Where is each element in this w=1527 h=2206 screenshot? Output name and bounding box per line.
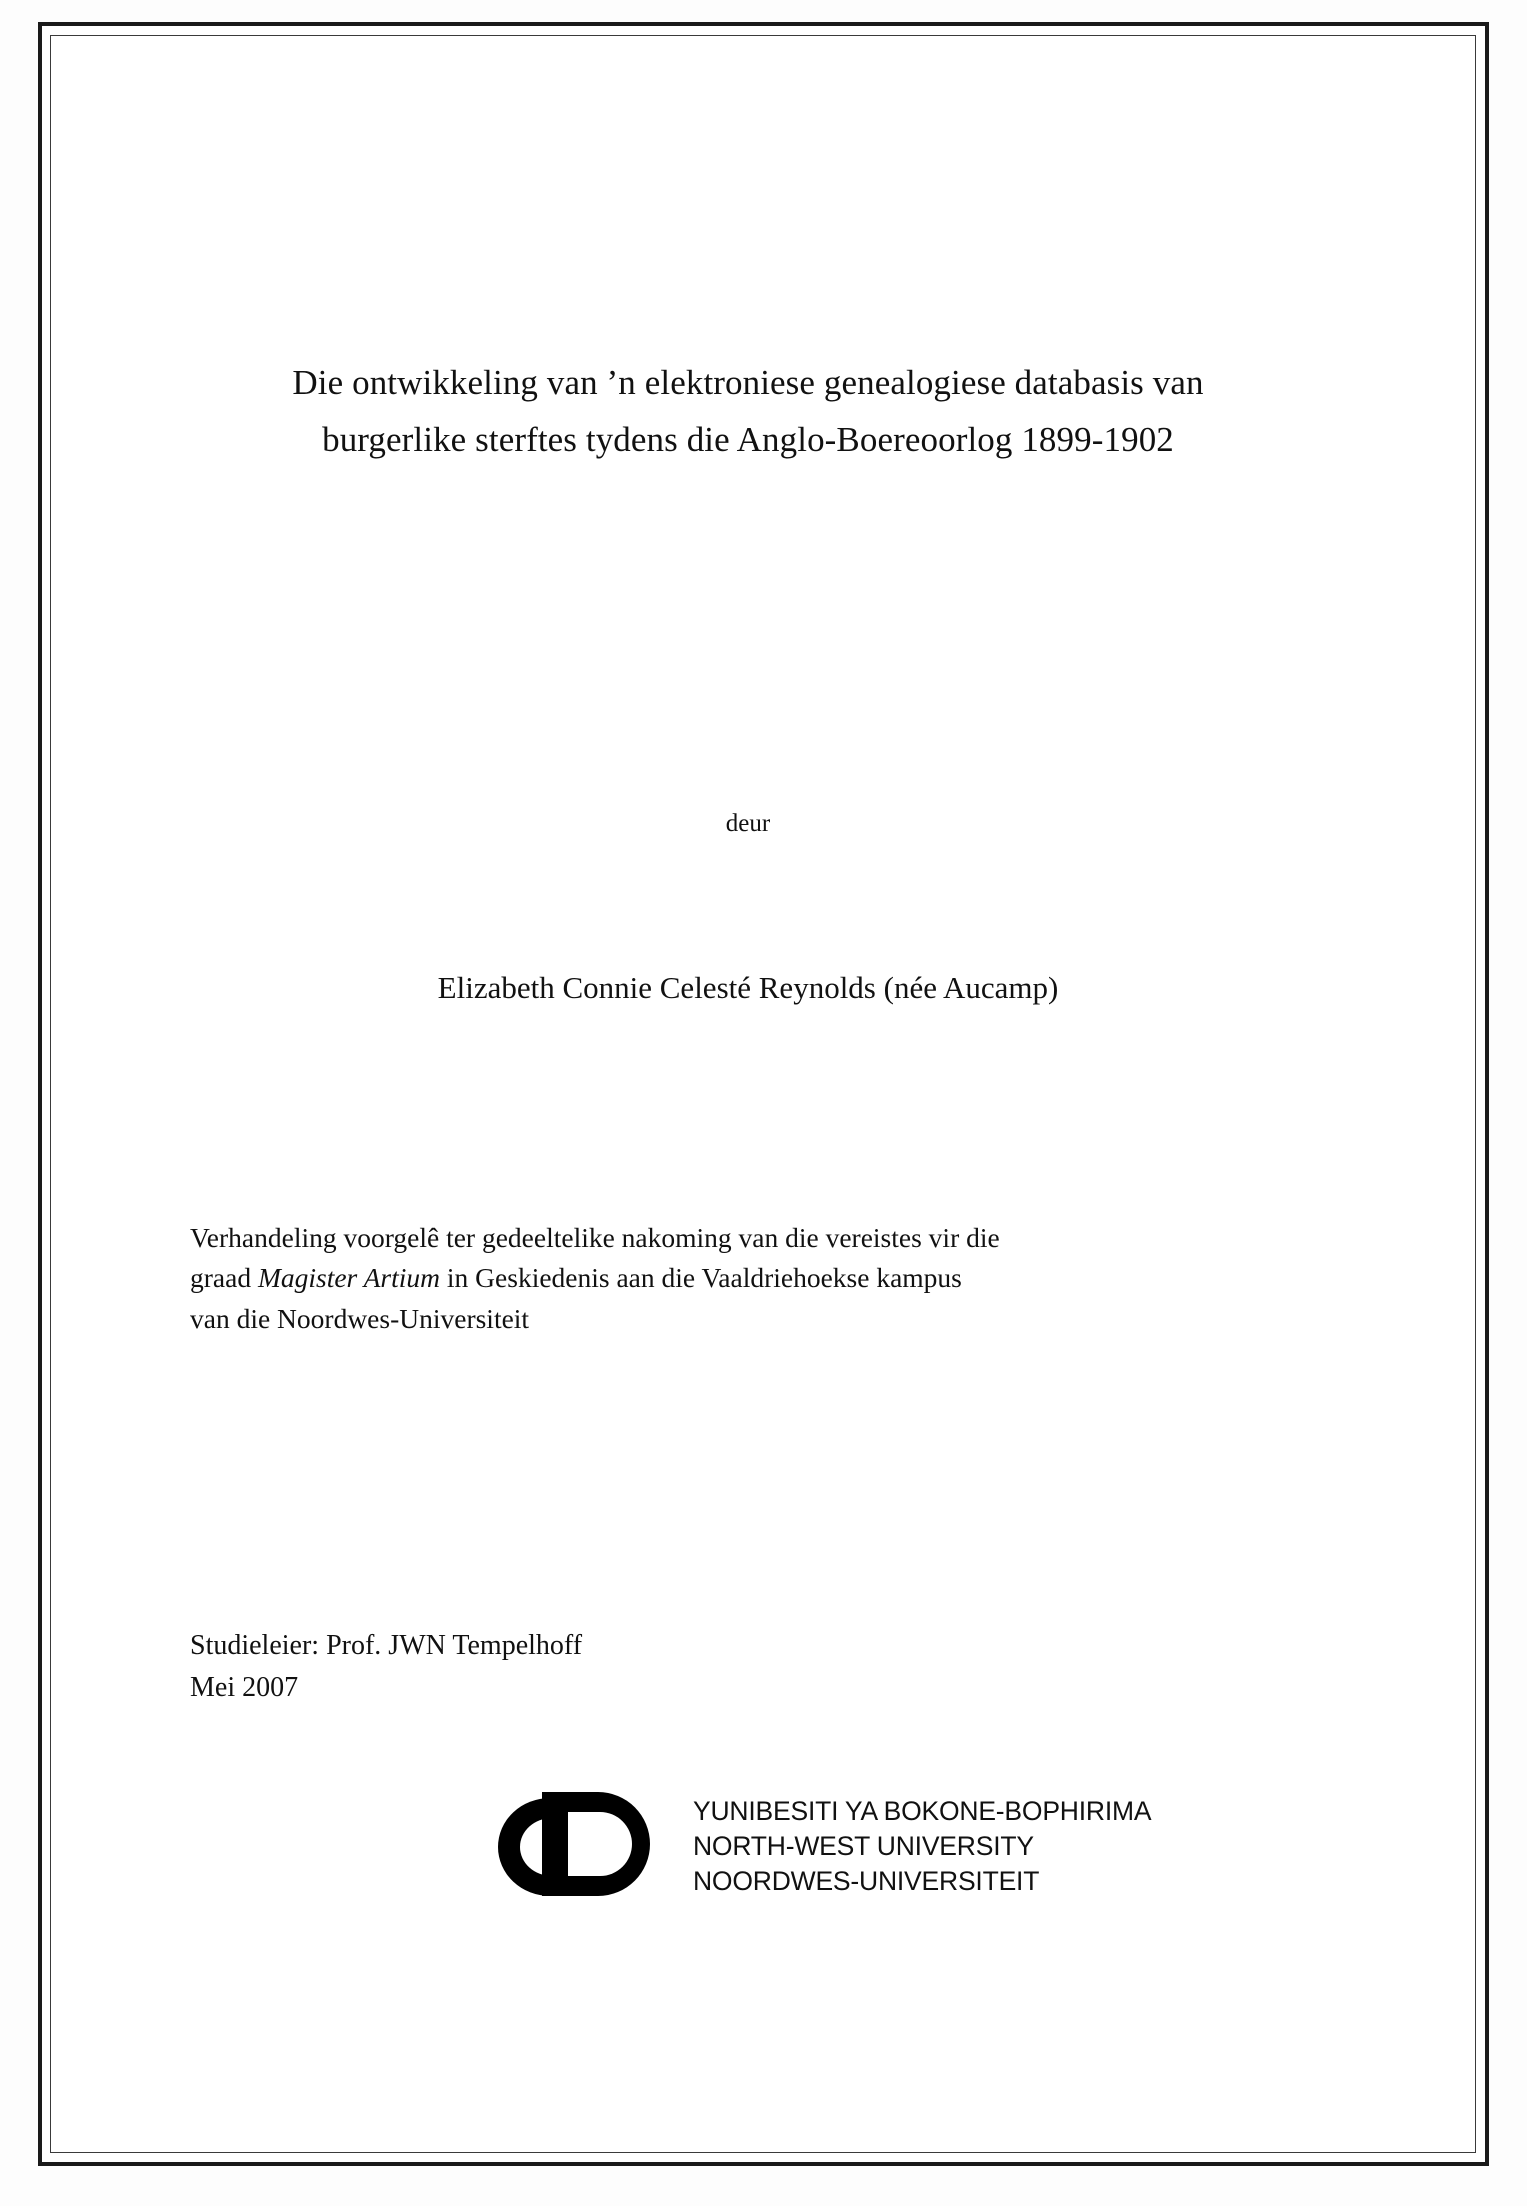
logo-text-line-1: YUNIBESITI YA BOKONE-BOPHIRIMA: [693, 1796, 1152, 1826]
degree-statement: [190, 1218, 1305, 1339]
title-line-1: Die ontwikkeling van ’n elektroniese genealogiese databasis van: [292, 363, 1204, 402]
degree-statement-line-2-post: in Geskiedenis aan die Vaaldriehoekse kampus: [440, 1262, 962, 1294]
page-title: [148, 355, 1348, 468]
degree-statement-line-2: [190, 1258, 1305, 1298]
degree-statement-line-3: van die Noordwes-Universiteit: [190, 1302, 530, 1334]
author-name: Elizabeth Connie Celesté Reynolds (née Aucamp): [437, 970, 1059, 1005]
supervisor-line: Studieleier: Prof. JWN Tempelhoff: [190, 1630, 583, 1661]
university-logo: [478, 1788, 1238, 1908]
supervisor-block: [190, 1625, 1190, 1709]
by-label: deur: [725, 810, 771, 837]
degree-statement-line-2-pre: graad: [190, 1262, 258, 1294]
university-logo-text: [693, 1794, 1151, 1899]
logo-text-line-2: NORTH-WEST UNIVERSITY: [693, 1830, 1034, 1861]
date-line: Mei 2007: [190, 1672, 299, 1703]
nwu-logo-icon: [498, 1792, 688, 1900]
degree-name-italic: Magister Artium: [257, 1262, 441, 1294]
title-line-2: burgerlike sterftes tydens die Anglo-Boereoorlog 1899-1902: [322, 419, 1174, 459]
title-page-content: [148, 0, 1348, 2206]
logo-text-line-3: NOORDWES-UNIVERSITEIT: [693, 1865, 1040, 1896]
degree-statement-line-1: Verhandeling voorgelê ter gedeeltelike nakoming van die vereistes vir die: [190, 1222, 1000, 1253]
